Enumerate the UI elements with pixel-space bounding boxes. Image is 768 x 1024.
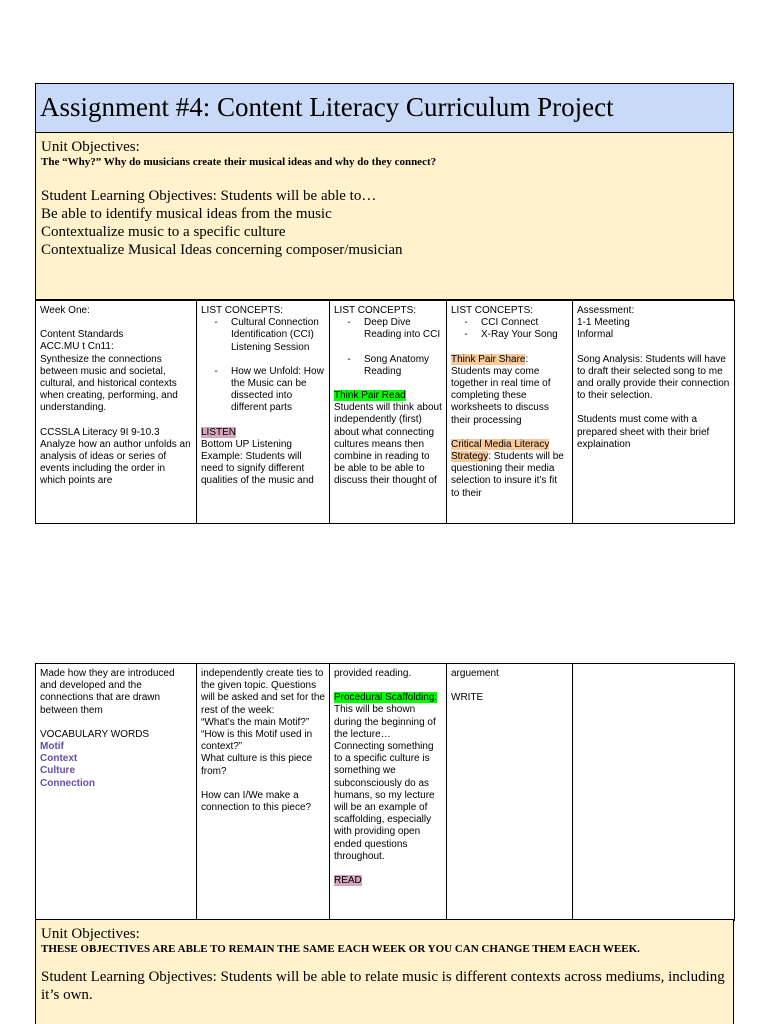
vocab-word: Motif bbox=[40, 741, 64, 753]
question-item: “How is this Motif used in context?” bbox=[201, 729, 313, 753]
unit-objectives-note: THESE OBJECTIVES ARE ABLE TO REMAIN THE SAME EACH WEEK OR YOU CAN CHANGE THEM EACH WEEK. bbox=[41, 943, 640, 955]
concept-item: - CCI Connect bbox=[464, 317, 539, 329]
week-table-part-1 bbox=[35, 300, 735, 524]
read-tag: READ bbox=[334, 875, 362, 887]
think-pair-read-tag: Think Pair Read bbox=[334, 390, 406, 402]
concepts-cell-listen bbox=[197, 301, 330, 524]
unit-question: The “Why?” Why do musicians create their musical ideas and why do they connect? bbox=[41, 156, 437, 168]
unit-objectives-top bbox=[35, 133, 734, 300]
think-pair-share-tag: Think Pair Share bbox=[451, 353, 526, 365]
read-text-continued: provided reading. bbox=[334, 668, 412, 679]
concepts-header: LIST CONCEPTS: bbox=[201, 305, 284, 316]
slo-heading: Student Learning Objectives: Students will be able to… bbox=[41, 188, 377, 204]
assessment-cell bbox=[573, 301, 735, 524]
standard-text: Analyze how an author unfolds an analysis of ideas or series of events including the order in which points are bbox=[40, 438, 191, 487]
media-literacy-text: Critical Media Literacy Strategy: Students will be questioning their media selection to insure it’s fit to their bbox=[451, 438, 564, 499]
assessment-cell-continued bbox=[573, 664, 735, 921]
scaffolding-tag: Procedural Scaffolding: bbox=[334, 692, 438, 704]
assessment-text: Students must come with a prepared sheet with their brief explaination bbox=[577, 414, 710, 450]
standard-code: CCSSLA Literacy 9I 9-10.3 bbox=[40, 426, 160, 438]
assessment-line: Informal bbox=[577, 329, 614, 341]
think-pair-share-text: Think Pair Share: Students may come together in real time of completing these worksheets to discuss their processing bbox=[451, 353, 551, 426]
listen-text-continued: independently create ties to the given topic. Questions will be asked and set for the rest of the week: bbox=[201, 668, 325, 716]
standard-code: ACC.MU t Cn11: bbox=[40, 341, 114, 353]
week-label: Week One: bbox=[40, 305, 90, 316]
page-title: Assignment #4: Content Literacy Curriculum Project bbox=[40, 92, 614, 122]
slo-text: Student Learning Objectives: Students will be able to relate music is different contexts across mediums, including it’s own. bbox=[41, 969, 725, 1003]
question-item: How can I/We make a connection to this piece? bbox=[201, 789, 312, 814]
concepts-cell-write-continued bbox=[447, 664, 573, 921]
week-cell-continued bbox=[36, 664, 197, 921]
week-cell bbox=[36, 301, 197, 524]
assessment-header: Assessment: bbox=[577, 305, 635, 316]
objective-item: Be able to identify musical ideas from the music bbox=[41, 206, 332, 222]
concepts-cell-read-continued bbox=[330, 664, 447, 921]
write-text-continued: arguement bbox=[451, 668, 499, 679]
concept-item: - X-Ray Your Song bbox=[464, 329, 558, 341]
concepts-cell-write bbox=[447, 301, 573, 524]
vocab-word: Connection bbox=[40, 777, 95, 789]
scaffolding-text: Procedural Scaffolding: This will be shown during the beginning of the lecture… Connecting something to a specific culture is something we subconsciously do as humans, so my lecture will be an example of scaffolding, especially with providing open ended questions throughout. bbox=[334, 692, 438, 862]
unit-objectives-bottom bbox=[35, 919, 734, 1024]
unit-objectives-label: Unit Objectives: bbox=[41, 139, 140, 155]
vocab-word: Culture bbox=[40, 765, 75, 777]
listen-tag: LISTEN bbox=[201, 426, 237, 438]
think-pair-read-text: Students will think about independently (first) about what connecting cultures means then combine in reading to be able to be able to discuss their thought of bbox=[334, 402, 442, 487]
content-standards-label: Content Standards bbox=[40, 329, 124, 341]
concepts-header: LIST CONCEPTS: bbox=[334, 305, 417, 316]
write-tag: WRITE bbox=[451, 692, 484, 704]
media-literacy-tag: Critical Media Literacy Strategy bbox=[451, 438, 550, 463]
concept-item: - How we Unfold: How the Music can be dissected into different parts bbox=[214, 365, 324, 414]
concepts-header: LIST CONCEPTS: bbox=[451, 305, 534, 316]
title-banner bbox=[35, 83, 734, 133]
assessment-text: Song Analysis: Students will have to draft their selected song to me and orally provide their connection to their selection. bbox=[577, 353, 730, 402]
assessment-line: 1-1 Meeting bbox=[577, 317, 630, 329]
concepts-cell-read bbox=[330, 301, 447, 524]
objective-item: Contextualize music to a specific culture bbox=[41, 224, 286, 240]
vocab-label: VOCABULARY WORDS bbox=[40, 728, 150, 740]
question-item: What culture is this piece from? bbox=[201, 753, 313, 777]
listen-text: Bottom UP Listening Example: Students will need to signify different qualities of the music and bbox=[201, 438, 314, 487]
week-table-part-2 bbox=[35, 663, 735, 921]
concept-item: - Song Anatomy Reading bbox=[347, 353, 430, 377]
concepts-cell-listen-continued bbox=[197, 664, 330, 921]
concept-item: - Deep Dive Reading into CCI bbox=[347, 317, 441, 341]
concept-item: - Cultural Connection Identification (CCI) Listening Session bbox=[214, 317, 319, 353]
standard-text-continued: Made how they are introduced and developed and the connections that are drawn between them bbox=[40, 668, 175, 716]
objective-item: Contextualize Musical Ideas concerning composer/musician bbox=[41, 242, 403, 258]
standard-text: Synthesize the connections between music and societal, cultural, and historical contexts when creating, performing, and understanding. bbox=[40, 353, 178, 414]
question-item: “What’s the main Motif?” bbox=[201, 716, 310, 728]
vocab-word: Context bbox=[40, 753, 78, 765]
unit-objectives-label: Unit Objectives: bbox=[41, 926, 140, 942]
